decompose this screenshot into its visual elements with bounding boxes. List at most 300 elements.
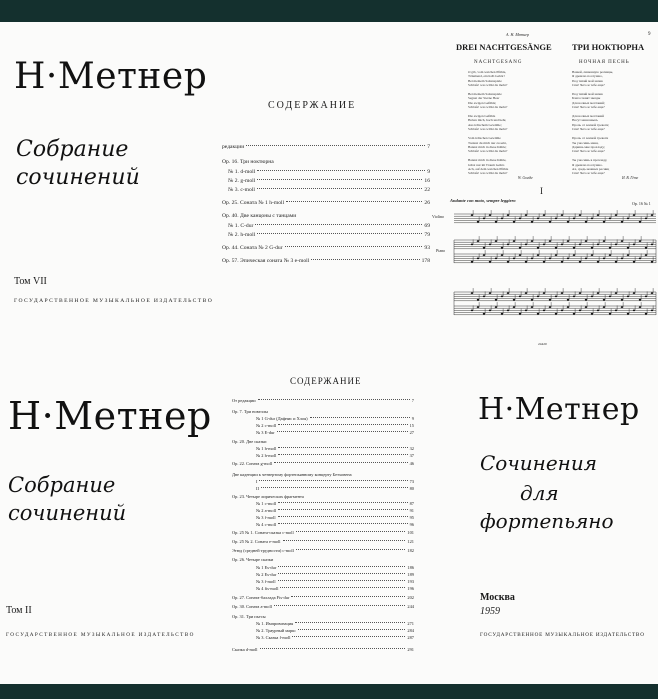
note-head — [567, 299, 569, 301]
toc-entry-label: № 2. Траурный марш — [256, 628, 296, 633]
toc-entry-label: Ор. 25 № 2. Соната e-moll — [232, 539, 281, 544]
toc-leader-dots — [259, 480, 407, 481]
note-head — [639, 258, 641, 260]
toc-leader-dots — [257, 188, 422, 189]
toc-entry — [228, 178, 430, 184]
toc-entry-page: 16 — [424, 178, 430, 184]
toc-entry-label: Ор. 22. Соната g-moll — [232, 461, 273, 466]
note-head — [591, 218, 593, 220]
toc-entry — [222, 144, 430, 150]
note-head — [609, 218, 611, 220]
toc-entry-label: От редакции — [232, 398, 256, 403]
toc-leader-dots — [278, 509, 408, 510]
toc-entry — [228, 187, 430, 193]
instrument-piano: Piano — [436, 248, 446, 253]
note-head — [615, 244, 617, 246]
toc-entry — [232, 557, 414, 562]
toc-entry-label: Две каденции к четвертому фортепьянному концерту Бетховена — [232, 472, 352, 477]
note-head — [591, 254, 593, 256]
toc-entry-label: № 4 fis-moll — [256, 586, 279, 591]
toc-entry — [256, 586, 414, 591]
note-head — [525, 244, 527, 246]
cover-title-line3: фортепьяно — [480, 509, 614, 533]
toc-entry — [256, 486, 414, 491]
toc-leader-dots — [277, 431, 408, 432]
score-subtitle-ru: НОЧНАЯ ПЕСНЬ — [579, 60, 630, 65]
toc-entry-label: Ор. 7. Три новеллы — [232, 409, 268, 414]
note-head — [489, 244, 491, 246]
note-head — [585, 258, 587, 260]
toc-entry-label: № 1 h-moll — [256, 446, 277, 451]
volume-label: Том II — [6, 605, 32, 616]
toc-entry-label: Ор. 25. Соната № 1 h-moll — [222, 200, 285, 206]
toc-entry-label: № 2 h-moll — [256, 453, 277, 458]
note-head — [585, 299, 587, 301]
toc-entry-page: 186 — [407, 565, 414, 570]
toc-entry-page: 93 — [424, 245, 430, 251]
toc-leader-dots — [278, 573, 405, 574]
note-head — [645, 254, 647, 256]
toc-leader-dots — [274, 605, 405, 606]
note-head — [489, 292, 491, 294]
toc-entry-page: 95 — [409, 515, 414, 520]
note-head — [561, 310, 563, 312]
note-head — [519, 313, 521, 315]
note-head — [543, 214, 545, 216]
toc-leader-dots — [257, 170, 425, 171]
score-title-de: DREI NACHTGESÄNGE — [456, 42, 552, 52]
toc-entry — [232, 439, 414, 444]
note-head — [561, 214, 563, 216]
toc-leader-dots — [298, 629, 406, 630]
toc-entry — [222, 245, 430, 251]
toc-entry-page: 244 — [407, 604, 414, 609]
toc-entry-label: № 3 E-dur — [256, 430, 275, 435]
toc-entry-page: 37 — [409, 453, 414, 458]
lyrics-author-de: W. Goethe — [518, 176, 533, 180]
note-head — [531, 299, 533, 301]
note-head — [519, 218, 521, 220]
toc-entry-label: № 3 f-moll — [256, 515, 276, 520]
note-head — [627, 296, 629, 298]
toc-entry — [232, 647, 414, 652]
note-head — [621, 240, 623, 242]
plate-number: 24420 — [538, 342, 547, 346]
note-head — [495, 258, 497, 260]
note-head — [543, 310, 545, 312]
note-head — [513, 306, 515, 308]
note-head — [531, 221, 533, 223]
note-head — [567, 240, 569, 242]
note-head — [561, 261, 563, 263]
note-head — [483, 254, 485, 256]
toc-entry — [232, 539, 414, 544]
toc-entry — [256, 628, 414, 633]
note-head — [573, 247, 575, 249]
note-head — [615, 292, 617, 294]
note-head — [633, 261, 635, 263]
note-head — [495, 221, 497, 223]
note-head — [495, 240, 497, 242]
toc-entry-page: 291 — [407, 647, 414, 652]
note-head — [573, 313, 575, 315]
note-head — [507, 310, 509, 312]
toc-entry — [228, 169, 430, 175]
toc-leader-dots — [296, 549, 406, 550]
toc-entry-label: Ор. 44. Соната № 2 G-dur — [222, 245, 283, 251]
toc-leader-dots — [246, 145, 425, 146]
note-head — [501, 296, 503, 298]
toc-leader-dots — [278, 454, 407, 455]
note-head — [627, 247, 629, 249]
toc-entry — [222, 200, 430, 206]
note-head — [651, 244, 653, 246]
toc-leader-dots — [257, 179, 422, 180]
note-head — [591, 296, 593, 298]
toc-entry-page: 96 — [409, 522, 414, 527]
note-head — [477, 306, 479, 308]
toc-entry — [256, 453, 414, 458]
toc-leader-dots — [295, 622, 405, 623]
note-head — [639, 299, 641, 301]
note-head — [645, 247, 647, 249]
note-head — [573, 296, 575, 298]
note-head — [477, 299, 479, 301]
toc-entry — [256, 446, 414, 451]
note-head — [477, 240, 479, 242]
toc-leader-dots — [274, 462, 407, 463]
note-head — [501, 247, 503, 249]
toc-leader-dots — [296, 531, 406, 532]
note-head — [549, 221, 551, 223]
toc-leader-dots — [255, 224, 422, 225]
toc-entry-label: № 2. h-moll — [228, 232, 256, 238]
note-head — [477, 258, 479, 260]
note-head — [651, 292, 653, 294]
toc-entry-page: 202 — [407, 595, 414, 600]
toc-entry-page: 7 — [411, 398, 414, 403]
toc-entry-page: 79 — [424, 232, 430, 238]
lyrics-russian: Вашей, лишенную ресницы, Я дремлю послушно, Под тихий мой напев Спи! Чего ж тебе еще? Под тихий мой напев Благословят звезды Для ночных мечтаний; Спи! Чего ж тебе еще? Для ночных мечтаний Несут меня ввысь Прочь от земной тревоги; Спи! Чего ж тебе еще? Прочь от земной тревоги Ты уносишь меня, Даришь мне прохладу; Спи! Чего ж тебе еще? Ты уносишь в прохладу, Я дремлю послушно. Ах, средь нежных ресниц Спи! Чего ж тебе еще? — [572, 70, 614, 176]
toc-leader-dots — [310, 417, 410, 418]
toc-entry-page: 27 — [409, 430, 414, 435]
toc-entry-label: Ор. 57. Эпическая соната № 3 e-moll — [222, 258, 310, 264]
note-head — [531, 306, 533, 308]
note-head — [471, 214, 473, 216]
lyrics-author-ru: И. В. Гёте — [622, 176, 639, 180]
note-head — [621, 221, 623, 223]
toc-leader-dots — [278, 502, 408, 503]
toc-entry-label: № 1 c-moll — [256, 501, 277, 506]
toc-entry-label: Ор. 23. Четыре лирических фрагмента — [232, 494, 304, 499]
toc-entry-page: 73 — [409, 479, 414, 484]
note-head — [651, 214, 653, 216]
toc-entry — [256, 572, 414, 577]
toc-leader-dots — [278, 580, 406, 581]
publisher-label: ГОСУДАРСТВЕННОЕ МУЗЫКАЛЬНОЕ ИЗДАТЕЛЬСТВО — [480, 632, 645, 638]
volume-label: Том VII — [14, 276, 47, 287]
toc-entry — [256, 430, 414, 435]
toc-entry-page: 271 — [407, 621, 414, 626]
note-head — [507, 214, 509, 216]
toc-leader-dots — [283, 540, 406, 541]
toc-entry-page: 46 — [409, 461, 414, 466]
toc-entry-page: 26 — [424, 200, 430, 206]
note-head — [615, 214, 617, 216]
toc-entry-label: I — [256, 479, 258, 484]
note-head — [513, 240, 515, 242]
toc-entry-page: 121 — [407, 539, 414, 544]
note-head — [471, 244, 473, 246]
note-head — [519, 254, 521, 256]
note-head — [471, 261, 473, 263]
note-head — [519, 296, 521, 298]
note-head — [519, 247, 521, 249]
publisher-label: ГОСУДАРСТВЕННОЕ МУЗЫКАЛЬНОЕ ИЗДАТЕЛЬСТВО — [6, 632, 195, 638]
toc-entry-label: № 1 Es-dur — [256, 565, 277, 570]
note-head — [603, 299, 605, 301]
toc-entry-label: № 3 f-moll — [256, 579, 276, 584]
toc-entry — [232, 614, 414, 619]
toc-entry-page: 182 — [407, 548, 414, 553]
top-border — [0, 0, 658, 22]
toc-entry-label: Ор. 31. Три пьесы — [232, 614, 266, 619]
toc-title: СОДЕРЖАНИЕ — [290, 376, 362, 386]
note-head — [555, 313, 557, 315]
toc-entry — [222, 258, 430, 264]
note-head — [489, 214, 491, 216]
cover-title-line1: Собрание — [16, 137, 129, 162]
city-label: Москва — [480, 592, 515, 603]
opus-number: Op. 16 № 1 — [632, 201, 651, 206]
toc-entry-label: Ор. 27. Соната-баллада Fis-dur — [232, 595, 290, 600]
note-head — [597, 214, 599, 216]
note-head — [549, 258, 551, 260]
note-head — [597, 244, 599, 246]
note-head — [483, 313, 485, 315]
toc-leader-dots — [260, 648, 406, 649]
note-head — [633, 310, 635, 312]
toc-entry-label: № 2 a-moll — [256, 508, 277, 513]
toc-entry-label: Ор. 16. Три ноктюрна — [222, 159, 274, 165]
note-head — [633, 244, 635, 246]
cover-title-line2: сочинений — [8, 501, 127, 525]
toc-entry-label: Ор. 25 № 1. Соната-сказка c-moll — [232, 530, 294, 535]
note-head — [609, 313, 611, 315]
toc-entry — [232, 604, 414, 609]
cover-title-line2: сочинений — [16, 165, 140, 190]
toc-entry — [228, 223, 430, 229]
toc-entry-page: 193 — [407, 579, 414, 584]
note-head — [579, 261, 581, 263]
toc-entry-page: 7 — [427, 144, 430, 150]
toc-leader-dots — [280, 587, 405, 588]
note-head — [495, 299, 497, 301]
score-page — [432, 30, 658, 350]
toc-entry — [256, 479, 414, 484]
composer-name: Н·Метнер — [478, 392, 640, 427]
note-head — [585, 221, 587, 223]
toc-entry-label: № 1. Импровизация — [256, 621, 294, 626]
toc-leader-dots — [278, 523, 408, 524]
note-head — [603, 221, 605, 223]
note-head — [621, 306, 623, 308]
note-head — [555, 218, 557, 220]
toc-entry — [256, 579, 414, 584]
score-page-header: А. Н. Метнер — [506, 32, 529, 37]
toc-entry-label: Ор. 20. Две сказки — [232, 439, 267, 444]
toc-entry-label: № 2 c-moll — [256, 423, 277, 428]
note-head — [639, 306, 641, 308]
cover-title-line1: Собрание — [8, 473, 116, 497]
note-head — [567, 306, 569, 308]
note-head — [549, 299, 551, 301]
note-head — [579, 292, 581, 294]
toc-entry — [232, 409, 414, 414]
toc-entry-page: 87 — [409, 501, 414, 506]
movement-numeral: I — [540, 186, 543, 196]
toc-leader-dots — [286, 201, 422, 202]
toc-entry — [232, 494, 414, 499]
toc-entry — [232, 472, 414, 477]
note-head — [471, 292, 473, 294]
note-head — [483, 247, 485, 249]
toc-title: СОДЕРЖАНИЕ — [268, 100, 357, 111]
note-head — [609, 254, 611, 256]
note-head — [489, 310, 491, 312]
note-head — [639, 240, 641, 242]
note-head — [573, 254, 575, 256]
note-head — [477, 221, 479, 223]
note-head — [543, 244, 545, 246]
note-head — [573, 218, 575, 220]
note-head — [627, 218, 629, 220]
note-head — [537, 247, 539, 249]
instrument-violin: Violino — [432, 214, 444, 219]
page-number: 9 — [648, 32, 651, 37]
toc-entry — [222, 159, 430, 165]
lyrics-german: O gib, vom weichen Pfühle, Träumend, ein halb Gehör! Bei meinem Saitenspiele Schlafe! was willst du mehr? Bei meinem Saitenspiele Segnet der Sterne Heer Die ewigen Gefühle; Schlafe! was willst du mehr? Die ewigen Gefühle Heben mich, hoch und hehr, Aus irdischem Gewühle; Schlafe! was willst du mehr? Vom irdischen Gewühle Trennst du mich nur zu sehr, Bannst mich in diese Kühle; Schlafe! was willst du mehr? Bannst mich in diese Kühle, Gibst nur im Traum Gehör. Ach, auf dem weichen Pfühle Schlafe! was willst du mehr? — [468, 70, 509, 176]
toc-entry — [256, 501, 414, 506]
note-head — [621, 299, 623, 301]
toc-entry-page: 80 — [409, 486, 414, 491]
note-head — [579, 214, 581, 216]
note-head — [585, 240, 587, 242]
toc-entry-page: 189 — [407, 572, 414, 577]
note-head — [507, 244, 509, 246]
toc-entry-label: Ор. 30. Соната a-moll — [232, 604, 272, 609]
toc-entry-label: № 3. Сказка f-moll — [256, 635, 291, 640]
bottom-border — [0, 684, 658, 699]
note-head — [549, 306, 551, 308]
toc-entry — [232, 595, 414, 600]
note-head — [525, 261, 527, 263]
note-head — [507, 292, 509, 294]
note-head — [471, 310, 473, 312]
note-head — [639, 221, 641, 223]
score-subtitle-de: NACHTGESANG — [474, 60, 523, 65]
note-head — [645, 296, 647, 298]
toc-leader-dots — [278, 447, 407, 448]
toc-entry-page: 22 — [424, 187, 430, 193]
toc-entry-label: редакции — [222, 144, 245, 150]
note-head — [489, 261, 491, 263]
note-head — [591, 313, 593, 315]
note-head — [513, 221, 515, 223]
note-head — [579, 244, 581, 246]
cover-title-line2: для — [520, 481, 559, 505]
toc-entry-page: 91 — [409, 508, 414, 513]
toc-entry-label: № 1 G-dur (Дафнис и Хлоя) — [256, 416, 308, 421]
year-label: 1959 — [480, 606, 500, 617]
note-head — [543, 292, 545, 294]
music-notation — [432, 206, 658, 346]
note-head — [633, 214, 635, 216]
publisher-label: ГОСУДАРСТВЕННОЕ МУЗЫКАЛЬНОЕ ИЗДАТЕЛЬСТВО — [14, 298, 214, 304]
note-head — [537, 218, 539, 220]
toc-entry — [256, 565, 414, 570]
note-head — [549, 240, 551, 242]
note-head — [555, 296, 557, 298]
toc-entry-page: 287 — [407, 635, 414, 640]
toc-leader-dots — [258, 399, 410, 400]
note-head — [645, 313, 647, 315]
note-head — [567, 221, 569, 223]
toc-leader-dots — [278, 424, 408, 425]
note-head — [531, 258, 533, 260]
note-head — [525, 292, 527, 294]
toc-entry — [232, 398, 414, 403]
toc-entry — [222, 213, 430, 219]
toc-entry-label: Этюд (средней трудности) c-moll — [232, 548, 294, 553]
note-head — [597, 261, 599, 263]
toc-entry — [256, 635, 414, 640]
note-head — [525, 310, 527, 312]
note-head — [645, 218, 647, 220]
toc-entry-page: 196 — [407, 586, 414, 591]
toc-entry — [228, 232, 430, 238]
note-head — [603, 258, 605, 260]
tempo-marking: Andante con moto, sempre leggiero — [450, 198, 516, 203]
toc-entry-label: № 3. c-moll — [228, 187, 255, 193]
note-head — [609, 296, 611, 298]
note-head — [507, 261, 509, 263]
toc-entry-label: Ор. 40. Две канцоны с танцами — [222, 213, 297, 219]
toc-entry-page: 15 — [409, 423, 414, 428]
note-head — [525, 214, 527, 216]
toc-entry — [232, 530, 414, 535]
toc-entry — [232, 548, 414, 553]
note-head — [537, 296, 539, 298]
toc-entry-page: 69 — [424, 223, 430, 229]
toc-entry-page: 284 — [407, 628, 414, 633]
note-head — [651, 261, 653, 263]
note-head — [603, 240, 605, 242]
composer-name: Н·Метнер — [14, 56, 208, 97]
composer-name: Н·Метнер — [8, 394, 212, 438]
note-head — [501, 313, 503, 315]
note-head — [501, 218, 503, 220]
toc-leader-dots — [291, 596, 405, 597]
score-title-ru: ТРИ НОКТЮРНА — [572, 42, 645, 52]
note-head — [579, 310, 581, 312]
toc-entry — [256, 522, 414, 527]
toc-entry-label: № 2. g-moll — [228, 178, 256, 184]
note-head — [627, 313, 629, 315]
toc-entry — [232, 461, 414, 466]
toc-entry — [256, 508, 414, 513]
note-head — [651, 310, 653, 312]
